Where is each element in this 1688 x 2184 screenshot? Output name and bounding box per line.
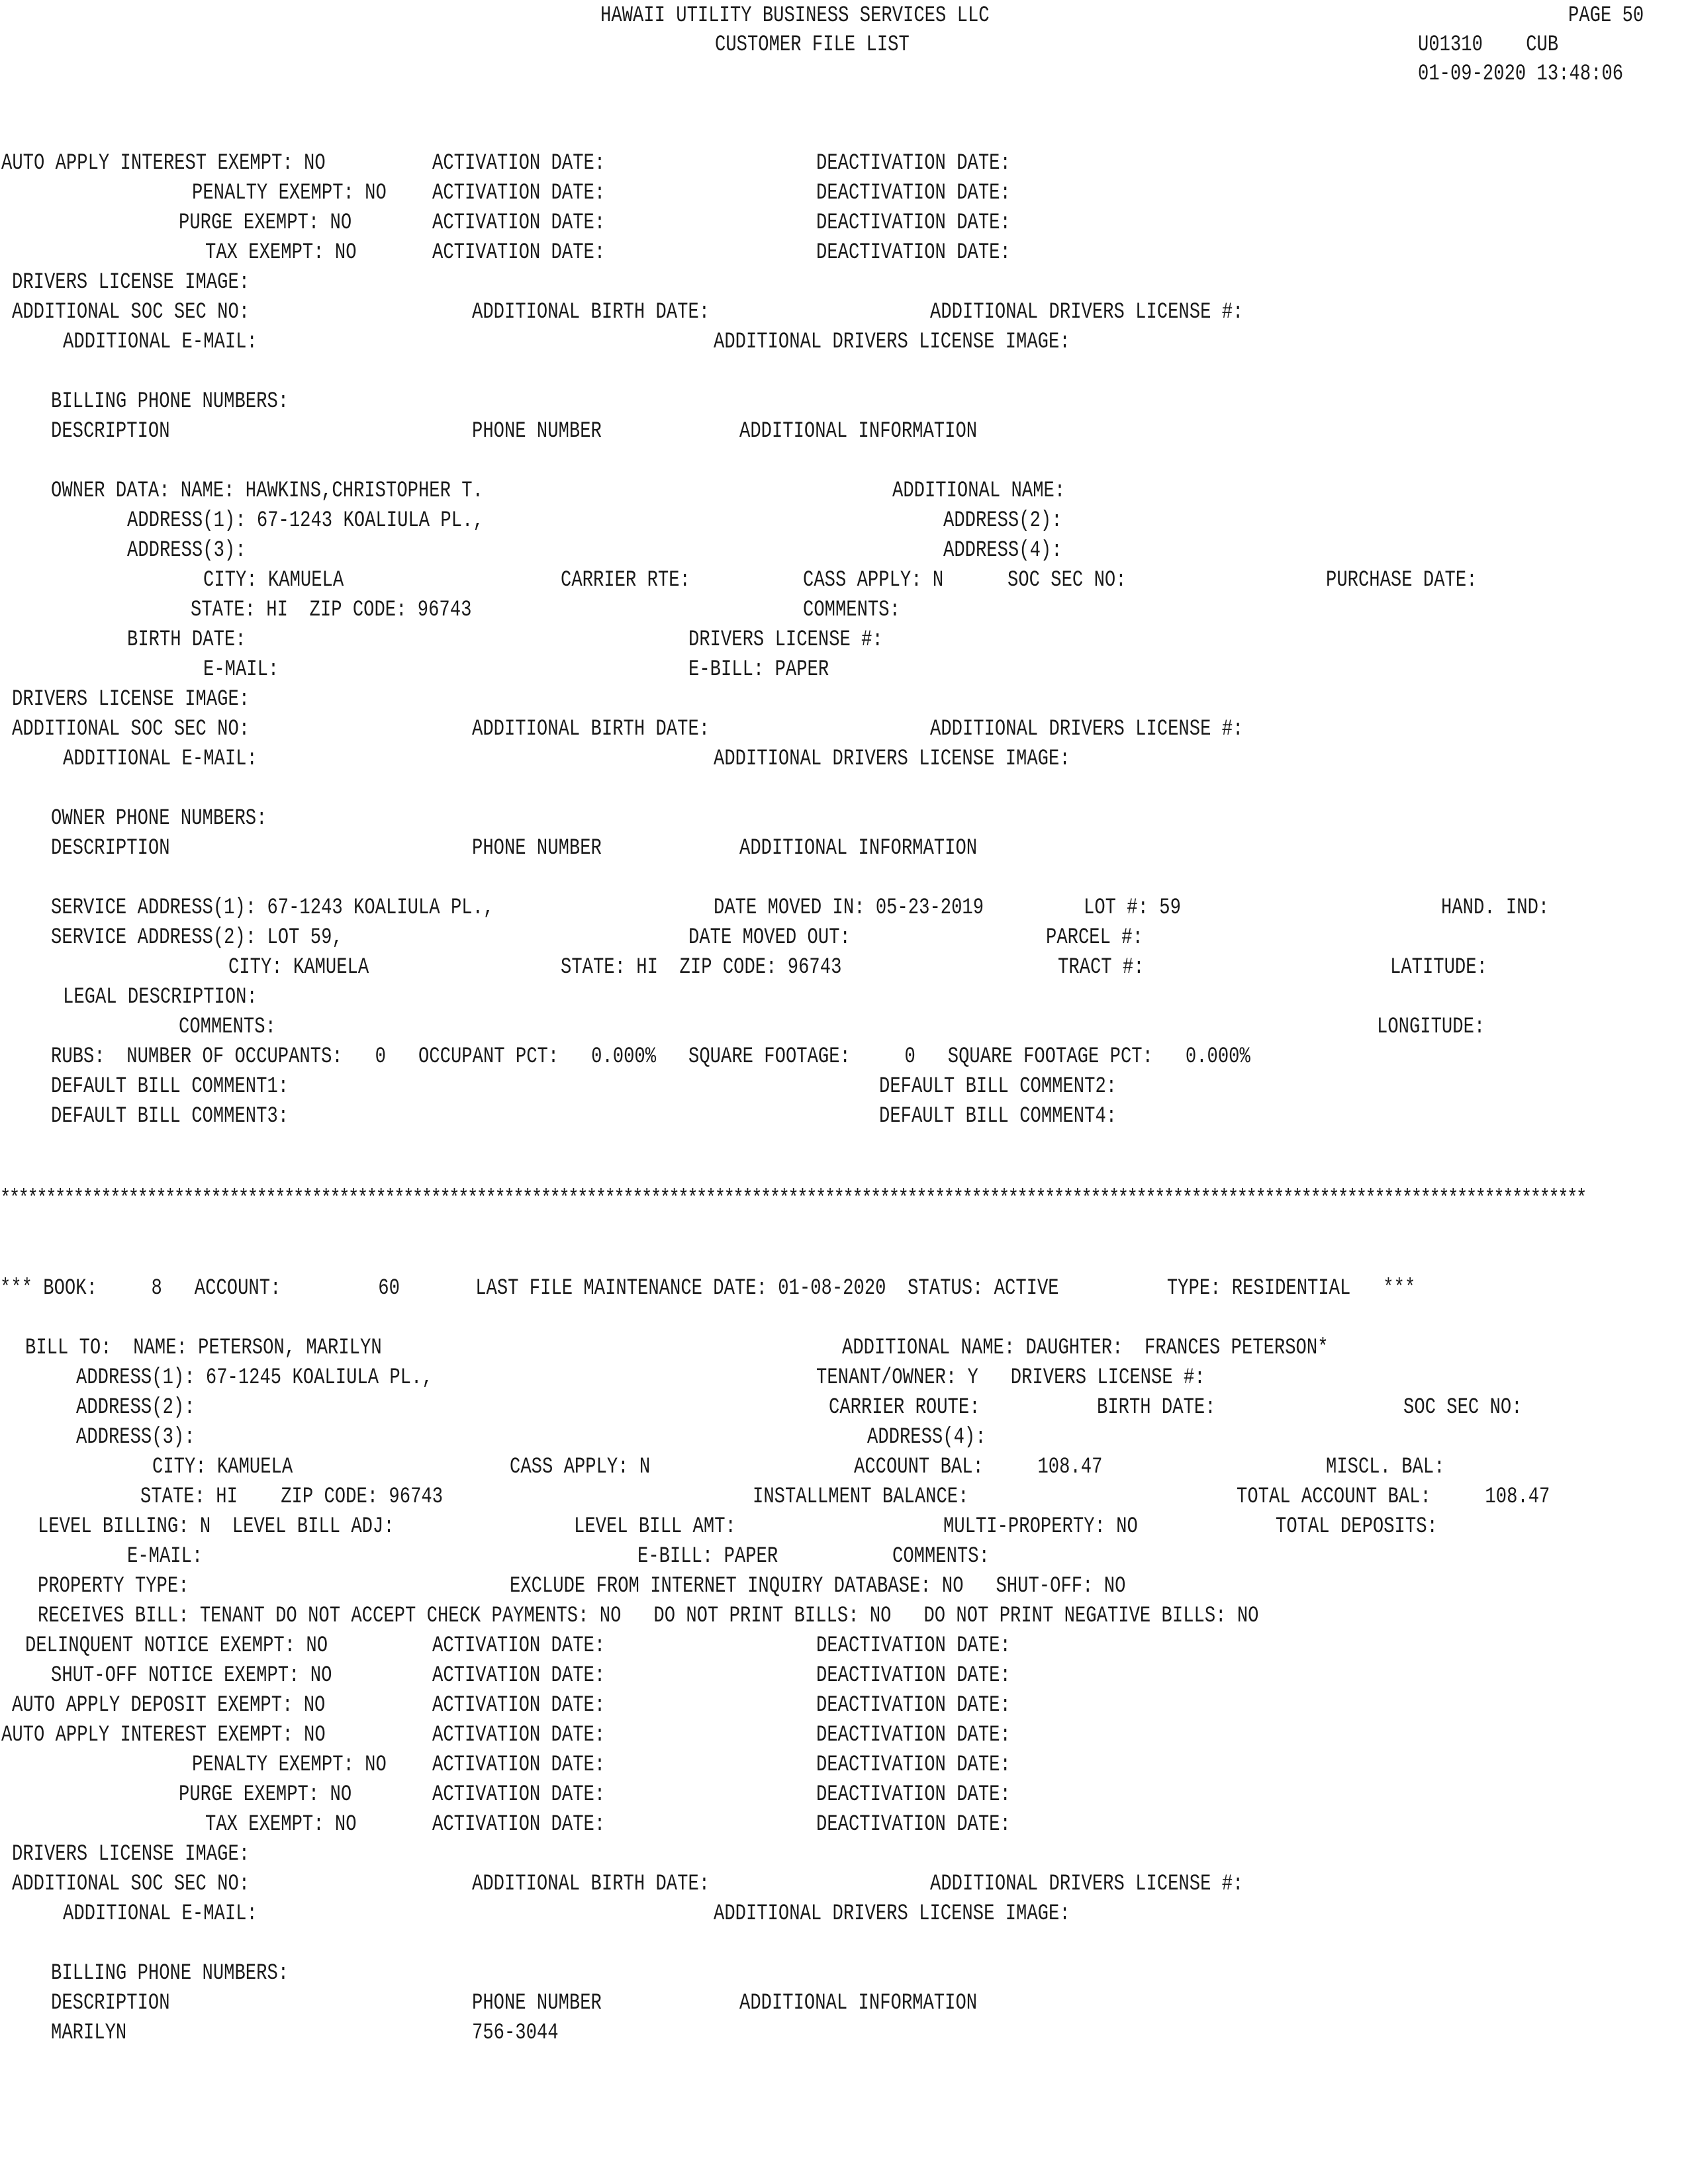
- deactivation-date: DEACTIVATION DATE:: [816, 240, 1011, 265]
- level-bill-amount: LEVEL BILL AMT:: [574, 1514, 736, 1539]
- deactivation-date: DEACTIVATION DATE:: [816, 1812, 1011, 1837]
- service-state-zip: STATE: HI ZIP CODE: 96743: [561, 955, 842, 980]
- owner-ebill: E-BILL: PAPER: [688, 657, 829, 682]
- service-address-2: SERVICE ADDRESS(2): LOT 59,: [51, 925, 343, 950]
- multi-property: MULTI-PROPERTY: NO: [943, 1514, 1138, 1539]
- exclude-internet-shutoff: EXCLUDE FROM INTERNET INQUIRY DATABASE: NO SHUT-OFF: NO: [510, 1574, 1126, 1599]
- activation-date: ACTIVATION DATE:: [432, 1782, 606, 1807]
- owner-address-1: ADDRESS(1): 67-1243 KOALIULA PL.,: [127, 508, 484, 533]
- owner-ssn: SOC SEC NO:: [1008, 568, 1127, 593]
- col-phone-number: PHONE NUMBER: [472, 1991, 602, 2016]
- deactivation-date: DEACTIVATION DATE:: [816, 1663, 1011, 1688]
- owner-phones-title: OWNER PHONE NUMBERS:: [51, 806, 267, 831]
- carrier-route: CARRIER ROUTE:: [829, 1395, 980, 1420]
- default-bill-comment-2: DEFAULT BILL COMMENT2:: [879, 1074, 1117, 1099]
- exempt-label: AUTO APPLY INTEREST EXEMPT: NO: [1, 151, 326, 176]
- lot-number: LOT #: 59: [1084, 895, 1181, 921]
- col-description: DESCRIPTION: [51, 1991, 170, 2016]
- drivers-license-image: DRIVERS LICENSE IMAGE:: [12, 270, 250, 295]
- col-additional-info: ADDITIONAL INFORMATION: [739, 1991, 978, 2016]
- activation-date: ACTIVATION DATE:: [432, 1812, 606, 1837]
- date-moved-in: DATE MOVED IN: 05-23-2019: [714, 895, 984, 921]
- owner-address-3: ADDRESS(3):: [127, 538, 246, 563]
- owner-address-4: ADDRESS(4):: [943, 538, 1062, 563]
- bill-to-address-3: ADDRESS(3):: [76, 1425, 195, 1450]
- bill-to-ebill: E-BILL: PAPER: [637, 1544, 778, 1569]
- exempt-label: AUTO APPLY DEPOSIT EXEMPT: NO: [12, 1693, 326, 1718]
- legal-description: LEGAL DESCRIPTION:: [63, 985, 258, 1010]
- additional-birth-date: ADDITIONAL BIRTH DATE:: [472, 1872, 710, 1897]
- bill-to-ssn: SOC SEC NO:: [1403, 1395, 1523, 1420]
- activation-date: ACTIVATION DATE:: [432, 210, 606, 236]
- drivers-license-image: DRIVERS LICENSE IMAGE:: [12, 1842, 250, 1867]
- activation-date: ACTIVATION DATE:: [432, 1663, 606, 1688]
- owner-dl-image: DRIVERS LICENSE IMAGE:: [12, 687, 250, 712]
- account-balance: ACCOUNT BAL: 108.47: [854, 1455, 1103, 1480]
- activation-date: ACTIVATION DATE:: [432, 181, 606, 206]
- additional-drivers-license: ADDITIONAL DRIVERS LICENSE #:: [930, 1872, 1244, 1897]
- page-number: PAGE 50: [1568, 3, 1644, 28]
- program-id: U01310 CUB: [1418, 32, 1559, 58]
- receives-bill-line: RECEIVES BILL: TENANT DO NOT ACCEPT CHECK PAYMENTS: NO DO NOT PRINT BILLS: NO DO NOT PRINT NEGATIVE BILLS: NO: [38, 1604, 1259, 1629]
- bill-to-address-4: ADDRESS(4):: [867, 1425, 986, 1450]
- bill-to-comments: COMMENTS:: [892, 1544, 990, 1569]
- service-city: CITY: KAMUELA: [228, 955, 369, 980]
- tenant-owner: TENANT/OWNER: Y DRIVERS LICENSE #:: [816, 1365, 1205, 1390]
- col-description: DESCRIPTION: [51, 836, 170, 861]
- billing-phones-title: BILLING PHONE NUMBERS:: [51, 1961, 289, 1986]
- owner-purchase-date: PURCHASE DATE:: [1326, 568, 1477, 593]
- owner-name: OWNER DATA: NAME: HAWKINS,CHRISTOPHER T.: [51, 478, 483, 504]
- deactivation-date: DEACTIVATION DATE:: [816, 210, 1011, 236]
- installment-balance: INSTALLMENT BALANCE:: [753, 1484, 969, 1510]
- latitude: LATITUDE:: [1390, 955, 1487, 980]
- owner-cass-apply: CASS APPLY: N: [803, 568, 944, 593]
- misc-balance: MISCL. BAL:: [1326, 1455, 1445, 1480]
- exempt-label: TAX EXEMPT: NO: [205, 1812, 357, 1837]
- exempt-label: PURGE EXEMPT: NO: [179, 210, 352, 236]
- owner-additional-email: ADDITIONAL E-MAIL:: [63, 747, 258, 772]
- col-additional-info: ADDITIONAL INFORMATION: [739, 836, 978, 861]
- tract-number: TRACT #:: [1058, 955, 1145, 980]
- exempt-label: SHUT-OFF NOTICE EXEMPT: NO: [51, 1663, 332, 1688]
- run-datetime: 01-09-2020 13:48:06: [1418, 62, 1624, 87]
- exempt-label: TAX EXEMPT: NO: [205, 240, 357, 265]
- billing-phones-title: BILLING PHONE NUMBERS:: [51, 389, 289, 414]
- col-phone-number: PHONE NUMBER: [472, 419, 602, 444]
- activation-date: ACTIVATION DATE:: [432, 151, 606, 176]
- bill-to-birth-date: BIRTH DATE:: [1097, 1395, 1216, 1420]
- exempt-label: DELINQUENT NOTICE EXEMPT: NO: [25, 1633, 328, 1659]
- date-moved-out: DATE MOVED OUT:: [688, 925, 851, 950]
- level-billing: LEVEL BILLING: N LEVEL BILL ADJ:: [38, 1514, 395, 1539]
- deactivation-date: DEACTIVATION DATE:: [816, 1723, 1011, 1748]
- col-phone-number: PHONE NUMBER: [472, 836, 602, 861]
- bill-to-city: CITY: KAMUELA: [152, 1455, 293, 1480]
- additional-dl-image: ADDITIONAL DRIVERS LICENSE IMAGE:: [714, 1901, 1070, 1927]
- bill-to-cass-apply: CASS APPLY: N: [510, 1455, 651, 1480]
- activation-date: ACTIVATION DATE:: [432, 240, 606, 265]
- additional-dl-image: ADDITIONAL DRIVERS LICENSE IMAGE:: [714, 330, 1070, 355]
- total-deposits: TOTAL DEPOSITS:: [1276, 1514, 1438, 1539]
- owner-drivers-license: DRIVERS LICENSE #:: [688, 627, 883, 653]
- additional-email: ADDITIONAL E-MAIL:: [63, 330, 258, 355]
- owner-additional-ssn: ADDITIONAL SOC SEC NO:: [12, 717, 250, 742]
- hand-ind: HAND. IND:: [1441, 895, 1550, 921]
- bill-to-email: E-MAIL:: [127, 1544, 203, 1569]
- col-additional-info: ADDITIONAL INFORMATION: [739, 419, 978, 444]
- owner-city: CITY: KAMUELA: [203, 568, 344, 593]
- deactivation-date: DEACTIVATION DATE:: [816, 151, 1011, 176]
- col-description: DESCRIPTION: [51, 419, 170, 444]
- owner-additional-birth-date: ADDITIONAL BIRTH DATE:: [472, 717, 710, 742]
- owner-state-zip: STATE: HI ZIP CODE: 96743: [191, 598, 472, 623]
- owner-email: E-MAIL:: [203, 657, 279, 682]
- deactivation-date: DEACTIVATION DATE:: [816, 181, 1011, 206]
- additional-email: ADDITIONAL E-MAIL:: [63, 1901, 258, 1927]
- owner-address-2: ADDRESS(2):: [943, 508, 1062, 533]
- owner-carrier-route: CARRIER RTE:: [561, 568, 690, 593]
- exempt-label: PURGE EXEMPT: NO: [179, 1782, 352, 1807]
- phone-row-description: MARILYN: [51, 2021, 127, 2046]
- owner-additional-dl: ADDITIONAL DRIVERS LICENSE #:: [930, 717, 1244, 742]
- rubs-line: RUBS: NUMBER OF OCCUPANTS: 0 OCCUPANT PCT: 0.000% SQUARE FOOTAGE: 0 SQUARE FOOTAGE PCT: 0.000%: [51, 1044, 1250, 1069]
- phone-row-number: 756-3044: [472, 2021, 559, 2046]
- deactivation-date: DEACTIVATION DATE:: [816, 1693, 1011, 1718]
- owner-birth-date: BIRTH DATE:: [127, 627, 246, 653]
- activation-date: ACTIVATION DATE:: [432, 1693, 606, 1718]
- bill-to-address-2: ADDRESS(2):: [76, 1395, 195, 1420]
- deactivation-date: DEACTIVATION DATE:: [816, 1633, 1011, 1659]
- deactivation-date: DEACTIVATION DATE:: [816, 1752, 1011, 1778]
- additional-ssn: ADDITIONAL SOC SEC NO:: [12, 1872, 250, 1897]
- bill-to-name: BILL TO: NAME: PETERSON, MARILYN: [25, 1336, 382, 1361]
- owner-additional-dl-image: ADDITIONAL DRIVERS LICENSE IMAGE:: [714, 747, 1070, 772]
- exempt-label: AUTO APPLY INTEREST EXEMPT: NO: [1, 1723, 326, 1748]
- activation-date: ACTIVATION DATE:: [432, 1633, 606, 1659]
- report-title: CUSTOMER FILE LIST: [715, 32, 910, 58]
- exempt-label: PENALTY EXEMPT: NO: [192, 1752, 387, 1778]
- service-comments: COMMENTS:: [179, 1015, 276, 1040]
- activation-date: ACTIVATION DATE:: [432, 1723, 606, 1748]
- separator-line: *****************************************************************************************************************************************************************************: [0, 1187, 1585, 1212]
- bill-to-address-1: ADDRESS(1): 67-1245 KOALIULA PL.,: [76, 1365, 433, 1390]
- total-account-balance: TOTAL ACCOUNT BAL: 108.47: [1237, 1484, 1550, 1510]
- company-name: HAWAII UTILITY BUSINESS SERVICES LLC: [600, 3, 990, 28]
- additional-drivers-license: ADDITIONAL DRIVERS LICENSE #:: [930, 300, 1244, 325]
- bill-to-state-zip: STATE: HI ZIP CODE: 96743: [140, 1484, 444, 1510]
- owner-additional-name: ADDITIONAL NAME:: [892, 478, 1066, 504]
- default-bill-comment-4: DEFAULT BILL COMMENT4:: [879, 1104, 1117, 1129]
- longitude: LONGITUDE:: [1377, 1015, 1485, 1040]
- activation-date: ACTIVATION DATE:: [432, 1752, 606, 1778]
- deactivation-date: DEACTIVATION DATE:: [816, 1782, 1011, 1807]
- exempt-label: PENALTY EXEMPT: NO: [192, 181, 387, 206]
- additional-ssn: ADDITIONAL SOC SEC NO:: [12, 300, 250, 325]
- parcel-number: PARCEL #:: [1046, 925, 1143, 950]
- property-type: PROPERTY TYPE:: [38, 1574, 189, 1599]
- additional-birth-date: ADDITIONAL BIRTH DATE:: [472, 300, 710, 325]
- account-header: *** BOOK: 8 ACCOUNT: 60 LAST FILE MAINTENANCE DATE: 01-08-2020 STATUS: ACTIVE TYPE: RESIDENTIAL ***: [0, 1276, 1416, 1301]
- service-address-1: SERVICE ADDRESS(1): 67-1243 KOALIULA PL.,: [51, 895, 494, 921]
- default-bill-comment-1: DEFAULT BILL COMMENT1:: [51, 1074, 289, 1099]
- default-bill-comment-3: DEFAULT BILL COMMENT3:: [51, 1104, 289, 1129]
- owner-comments: COMMENTS:: [803, 598, 900, 623]
- bill-to-additional-name: ADDITIONAL NAME: DAUGHTER: FRANCES PETERSON*: [842, 1336, 1329, 1361]
